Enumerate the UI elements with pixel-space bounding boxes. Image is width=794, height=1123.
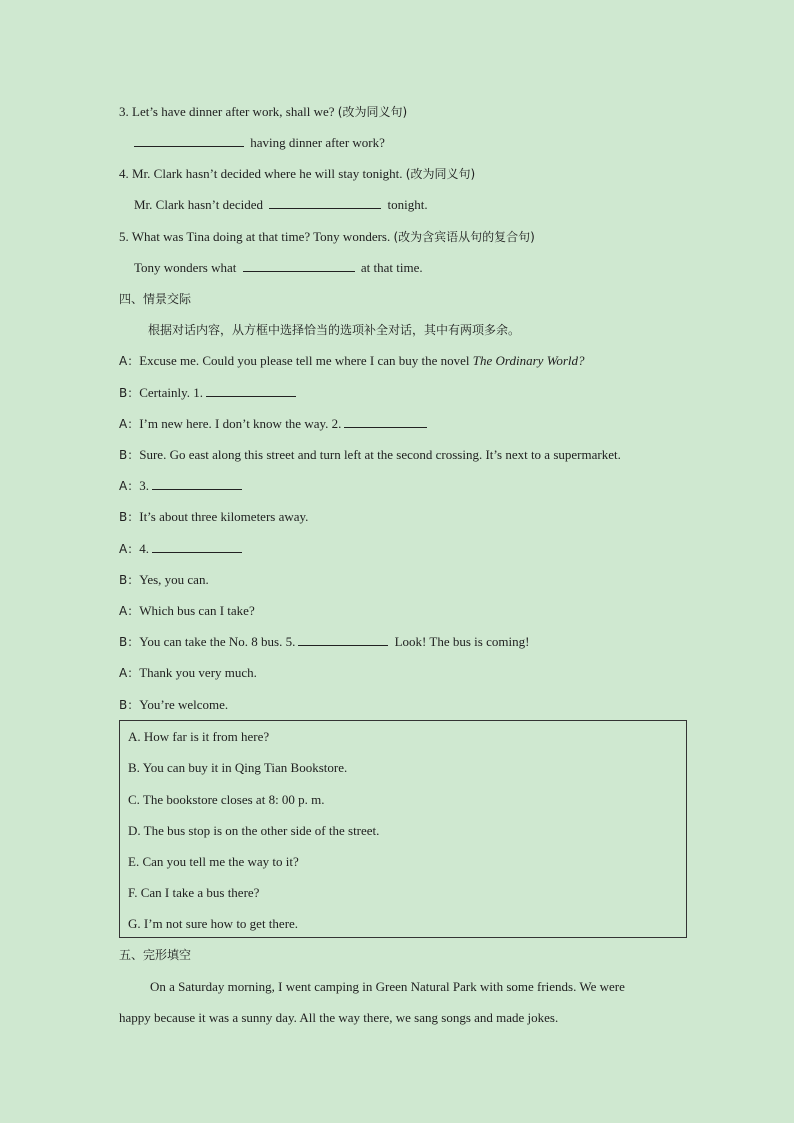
section-5-title: 五、完形填空 [119,948,192,962]
dialogue-blank-4[interactable] [152,540,242,553]
dialogue-blank-2[interactable] [344,415,427,428]
dialogue-text: I’m new here. I don’t know the way. [139,416,329,431]
dialogue-line-3 [119,415,430,433]
question-3-text: 3. Let’s have dinner after work, shall we? [119,104,335,119]
question-4 [119,165,475,183]
answer-4-blank[interactable] [269,196,381,209]
speaker-label: A： [119,354,140,368]
speaker-label: B： [119,698,140,712]
question-4-text: 4. Mr. Clark hasn’t decided where he will stay tonight. [119,166,403,181]
blank-number-4: 4. [139,541,149,556]
cloze-paragraph-line-2: happy because it was a sunny day. All the way there, we sang songs and made jokes. [119,1010,559,1025]
speaker-label: A： [119,417,140,431]
answer-3 [134,134,385,152]
answer-5 [134,259,423,277]
section-4-title: 四、情景交际 [119,292,192,306]
option-e: E. Can you tell me the way to it? [128,854,299,869]
speaker-label: B： [119,635,140,649]
dialogue-text: Sure. Go east along this street and turn left at the second crossing. It’s next to a supermarket. [139,447,621,462]
speaker-label: B： [119,448,140,462]
cloze-paragraph-line-1: On a Saturday morning, I went camping in Green Natural Park with some friends. We were [150,979,625,994]
dialogue-blank-5[interactable] [298,633,388,646]
dialogue-line-2 [119,384,299,402]
dialogue-line-7 [119,540,245,558]
option-d: D. The bus stop is on the other side of the street. [128,823,380,838]
speaker-label: A： [119,604,140,618]
speaker-label: A： [119,542,140,556]
speaker-label: A： [119,479,140,493]
speaker-label: B： [119,386,140,400]
question-3-note: (改为同义句) [337,105,408,119]
question-5-note: (改为含宾语从句的复合句) [393,230,535,244]
speaker-label: B： [119,510,140,524]
dialogue-text: You’re welcome. [139,697,229,712]
question-5 [119,228,535,246]
dialogue-text: Which bus can I take? [139,603,255,618]
option-f: F. Can I take a bus there? [128,885,260,900]
options-box [119,720,687,938]
dialogue-line-4 [119,446,621,464]
dialogue-blank-1[interactable] [206,384,296,397]
novel-title: The Ordinary World? [472,353,585,368]
dialogue-line-12 [119,696,228,714]
section-4-instruction: 根据对话内容，从方框中选择恰当的选项补全对话，其中有两项多余。 [148,323,521,337]
dialogue-text: Certainly. [139,385,191,400]
dialogue-text: Thank you very much. [139,665,257,680]
dialogue-line-8 [119,571,209,589]
dialogue-line-11 [119,664,257,682]
dialogue-text-after: Look! The bus is coming! [394,634,530,649]
answer-4 [134,196,428,214]
answer-3-suffix: having dinner after work? [250,135,385,150]
option-g: G. I’m not sure how to get there. [128,916,299,931]
question-5-text: 5. What was Tina doing at that time? Tony wonders. [119,229,391,244]
dialogue-line-10 [119,633,529,651]
answer-5-suffix: at that time. [360,260,423,275]
answer-4-prefix: Mr. Clark hasn’t decided [134,197,264,212]
dialogue-blank-3[interactable] [152,477,242,490]
dialogue-line-9 [119,602,255,620]
question-4-note: (改为同义句) [405,167,476,181]
option-a: A. How far is it from here? [128,729,270,744]
blank-number-2: 2. [331,416,342,431]
option-c: C. The bookstore closes at 8: 00 p. m. [128,792,325,807]
dialogue-line-5 [119,477,245,495]
dialogue-text: You can take the No. 8 bus. [139,634,283,649]
dialogue-text: Excuse me. Could you please tell me where I can buy the novel [139,353,470,368]
dialogue-text: It’s about three kilometers away. [139,509,309,524]
blank-number-3: 3. [139,478,149,493]
blank-number-1: 1. [193,385,204,400]
answer-3-blank[interactable] [134,134,244,147]
speaker-label: A： [119,666,140,680]
dialogue-line-1 [119,352,585,370]
blank-number-5: 5. [285,634,296,649]
speaker-label: B： [119,573,140,587]
answer-4-suffix: tonight. [387,197,428,212]
dialogue-text: Yes, you can. [139,572,209,587]
answer-5-prefix: Tony wonders what [134,260,237,275]
dialogue-line-6 [119,508,308,526]
answer-5-blank[interactable] [243,259,355,272]
question-3 [119,103,407,121]
option-b: B. You can buy it in Qing Tian Bookstore. [128,760,348,775]
